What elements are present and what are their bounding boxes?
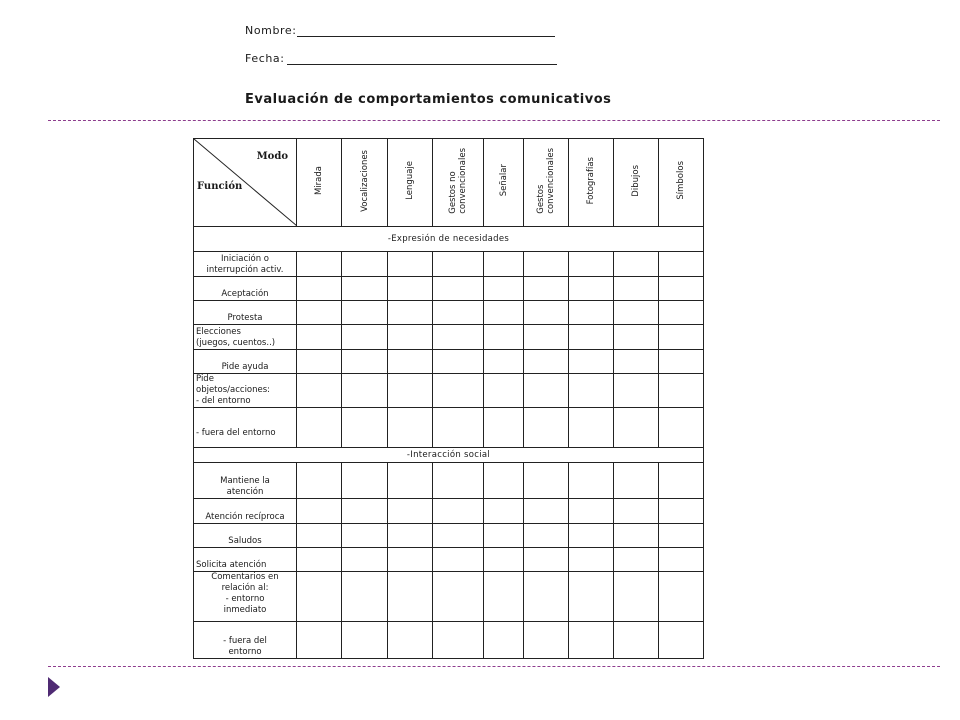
answer-cell[interactable]: [569, 252, 614, 277]
answer-cell[interactable]: [433, 622, 484, 659]
table-row: [194, 548, 704, 572]
answer-cell[interactable]: [524, 301, 569, 325]
answer-cell[interactable]: [614, 408, 659, 448]
answer-cell[interactable]: [659, 622, 704, 659]
answer-cell[interactable]: [569, 301, 614, 325]
answer-cell[interactable]: [659, 548, 704, 572]
col-header-fotografias: Fotografías: [569, 139, 614, 227]
answer-cell[interactable]: [484, 548, 524, 572]
row-label: Pide ayuda: [194, 350, 297, 374]
answer-cell[interactable]: [659, 524, 704, 548]
answer-cell[interactable]: [388, 277, 433, 301]
row-label: Pide objetos/acciones: - del entorno: [194, 374, 297, 408]
answer-cell[interactable]: [433, 374, 484, 408]
answer-cell[interactable]: [388, 548, 433, 572]
answer-cell[interactable]: [524, 277, 569, 301]
answer-cell[interactable]: [297, 572, 342, 622]
answer-cell[interactable]: [433, 408, 484, 448]
table-row: [194, 408, 704, 448]
answer-cell[interactable]: [614, 463, 659, 499]
answer-cell[interactable]: [388, 325, 433, 350]
answer-cell[interactable]: [569, 572, 614, 622]
answer-cell[interactable]: [524, 350, 569, 374]
table-row: [194, 524, 704, 548]
answer-cell[interactable]: [433, 301, 484, 325]
answer-cell[interactable]: [569, 350, 614, 374]
answer-cell[interactable]: [433, 350, 484, 374]
answer-cell[interactable]: [342, 548, 388, 572]
answer-cell[interactable]: [614, 374, 659, 408]
answer-cell[interactable]: [569, 374, 614, 408]
answer-cell[interactable]: [342, 301, 388, 325]
answer-cell[interactable]: [433, 548, 484, 572]
answer-cell[interactable]: [297, 408, 342, 448]
answer-cell[interactable]: [388, 622, 433, 659]
answer-cell[interactable]: [433, 499, 484, 524]
answer-cell[interactable]: [388, 499, 433, 524]
col-header-simbolos: Símbolos: [659, 139, 704, 227]
answer-cell[interactable]: [342, 572, 388, 622]
answer-cell[interactable]: [569, 325, 614, 350]
answer-cell[interactable]: [524, 524, 569, 548]
col-header-gestos-no-convencionales: Gestos no convencionales: [433, 139, 484, 227]
nombre-label: Nombre:: [245, 24, 297, 37]
bottom-divider: [48, 666, 940, 667]
answer-cell[interactable]: [484, 301, 524, 325]
answer-cell[interactable]: [524, 572, 569, 622]
table-row: [194, 499, 704, 524]
corner-header-cell: [194, 139, 297, 227]
answer-cell[interactable]: [297, 374, 342, 408]
fecha-underline: [287, 64, 557, 65]
answer-cell[interactable]: [569, 463, 614, 499]
answer-cell[interactable]: [484, 463, 524, 499]
answer-cell[interactable]: [484, 408, 524, 448]
answer-cell[interactable]: [614, 499, 659, 524]
table-row: [194, 572, 704, 622]
answer-cell[interactable]: [524, 325, 569, 350]
col-header-senalar: Señalar: [484, 139, 524, 227]
answer-cell[interactable]: [433, 524, 484, 548]
row-label: Iniciación o interrupción activ.: [194, 252, 297, 277]
answer-cell[interactable]: [342, 463, 388, 499]
answer-cell[interactable]: [388, 374, 433, 408]
col-header-lenguaje: Lenguaje: [388, 139, 433, 227]
answer-cell[interactable]: [484, 350, 524, 374]
row-label: Mantiene la atención: [194, 463, 297, 499]
answer-cell[interactable]: [659, 572, 704, 622]
answer-cell[interactable]: [614, 325, 659, 350]
answer-cell[interactable]: [569, 499, 614, 524]
answer-cell[interactable]: [297, 548, 342, 572]
page-title: Evaluación de comportamientos comunicativos: [245, 92, 612, 107]
row-label: Solicita atención: [194, 548, 297, 572]
col-header-gestos-convencionales: Gestos convencionales: [524, 139, 569, 227]
nombre-field[interactable]: [245, 24, 297, 37]
answer-cell[interactable]: [659, 374, 704, 408]
answer-cell[interactable]: [388, 301, 433, 325]
row-label: - fuera del entorno: [194, 408, 297, 448]
answer-cell[interactable]: [297, 277, 342, 301]
table-row: [194, 277, 704, 301]
answer-cell[interactable]: [659, 499, 704, 524]
fecha-field[interactable]: [245, 52, 285, 65]
table-row: [194, 463, 704, 499]
answer-cell[interactable]: [342, 622, 388, 659]
row-label: Elecciones (juegos, cuentos..): [194, 325, 297, 350]
answer-cell[interactable]: [433, 325, 484, 350]
section-interaccion-social: -Interacción social: [194, 448, 704, 463]
nombre-underline: [297, 36, 555, 37]
answer-cell[interactable]: [614, 524, 659, 548]
answer-cell[interactable]: [342, 350, 388, 374]
answer-cell[interactable]: [659, 350, 704, 374]
answer-cell[interactable]: [297, 325, 342, 350]
answer-cell[interactable]: [433, 463, 484, 499]
answer-cell[interactable]: [388, 408, 433, 448]
answer-cell[interactable]: [524, 548, 569, 572]
answer-cell[interactable]: [388, 524, 433, 548]
answer-cell[interactable]: [659, 325, 704, 350]
answer-cell[interactable]: [342, 252, 388, 277]
answer-cell[interactable]: [484, 374, 524, 408]
table-row: [194, 301, 704, 325]
answer-cell[interactable]: [614, 548, 659, 572]
answer-cell[interactable]: [297, 301, 342, 325]
col-header-vocalizaciones: Vocalizaciones: [342, 139, 388, 227]
answer-cell[interactable]: [297, 622, 342, 659]
answer-cell[interactable]: [484, 622, 524, 659]
answer-cell[interactable]: [569, 408, 614, 448]
answer-cell[interactable]: [297, 499, 342, 524]
answer-cell[interactable]: [614, 622, 659, 659]
row-label: Protesta: [194, 301, 297, 325]
answer-cell[interactable]: [659, 408, 704, 448]
answer-cell[interactable]: [524, 408, 569, 448]
top-divider: [48, 120, 940, 121]
play-icon: [48, 677, 60, 697]
answer-cell[interactable]: [433, 277, 484, 301]
answer-cell[interactable]: [342, 277, 388, 301]
answer-cell[interactable]: [614, 572, 659, 622]
answer-cell[interactable]: [569, 524, 614, 548]
row-label: Comentarios en relación al: - entorno inmediato: [194, 572, 297, 622]
answer-cell[interactable]: [659, 277, 704, 301]
table-row: [194, 374, 704, 408]
answer-cell[interactable]: [524, 499, 569, 524]
answer-cell[interactable]: [388, 572, 433, 622]
answer-cell[interactable]: [342, 524, 388, 548]
answer-cell[interactable]: [614, 301, 659, 325]
answer-cell[interactable]: [659, 301, 704, 325]
col-header-dibujos: Dibujos: [614, 139, 659, 227]
answer-cell[interactable]: [484, 325, 524, 350]
answer-cell[interactable]: [524, 374, 569, 408]
col-header-mirada: Mirada: [297, 139, 342, 227]
answer-cell[interactable]: [342, 408, 388, 448]
answer-cell[interactable]: [484, 524, 524, 548]
answer-cell[interactable]: [569, 548, 614, 572]
answer-cell[interactable]: [524, 463, 569, 499]
answer-cell[interactable]: [388, 463, 433, 499]
answer-cell[interactable]: [433, 572, 484, 622]
answer-cell[interactable]: [484, 277, 524, 301]
funcion-label: Función: [197, 181, 243, 192]
answer-cell[interactable]: [614, 350, 659, 374]
answer-cell[interactable]: [342, 325, 388, 350]
answer-cell[interactable]: [388, 350, 433, 374]
answer-cell[interactable]: [659, 463, 704, 499]
answer-cell[interactable]: [433, 252, 484, 277]
answer-cell[interactable]: [524, 622, 569, 659]
fecha-label: Fecha:: [245, 52, 285, 65]
table-row: [194, 350, 704, 374]
answer-cell[interactable]: [614, 252, 659, 277]
row-label: Saludos: [194, 524, 297, 548]
row-label: - fuera del entorno: [194, 622, 297, 659]
answer-cell[interactable]: [484, 572, 524, 622]
answer-cell[interactable]: [297, 252, 342, 277]
answer-cell[interactable]: [297, 350, 342, 374]
modo-label: Modo: [256, 151, 288, 162]
answer-cell[interactable]: [484, 252, 524, 277]
answer-cell[interactable]: [614, 277, 659, 301]
answer-cell[interactable]: [297, 524, 342, 548]
evaluation-table: [193, 138, 704, 659]
row-label: Atención recíproca: [194, 499, 297, 524]
table-row: [194, 325, 704, 350]
answer-cell[interactable]: [524, 252, 569, 277]
answer-cell[interactable]: [388, 252, 433, 277]
answer-cell[interactable]: [484, 499, 524, 524]
row-label: Aceptación: [194, 277, 297, 301]
answer-cell[interactable]: [659, 252, 704, 277]
answer-cell[interactable]: [297, 463, 342, 499]
answer-cell[interactable]: [569, 277, 614, 301]
answer-cell[interactable]: [342, 499, 388, 524]
table-row: [194, 252, 704, 277]
answer-cell[interactable]: [569, 622, 614, 659]
section-expresion-necesidades: -Expresión de necesidades: [194, 227, 704, 252]
answer-cell[interactable]: [342, 374, 388, 408]
table-row: [194, 622, 704, 659]
